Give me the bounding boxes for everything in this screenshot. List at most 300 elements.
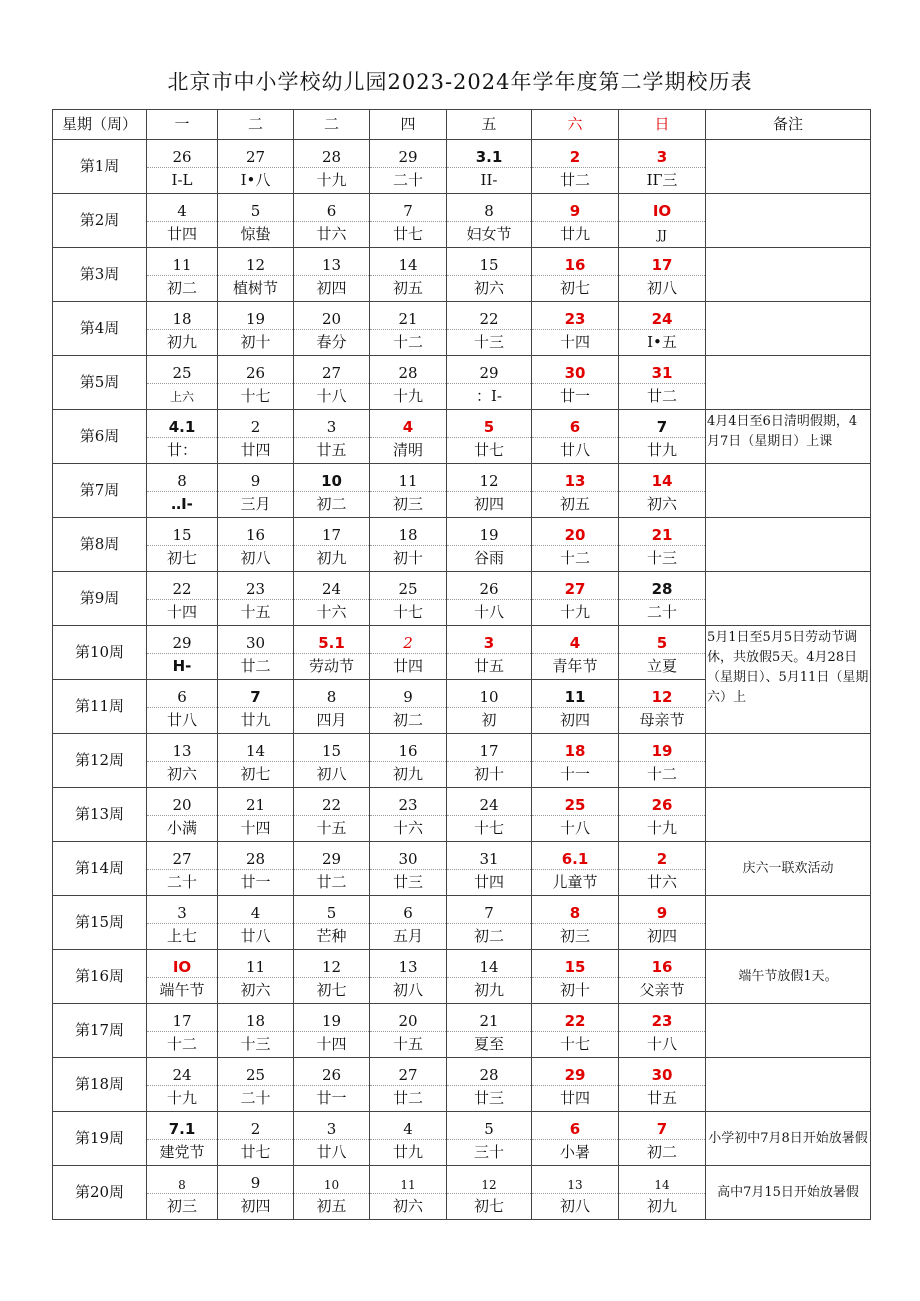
week-label: 第7周 (53, 464, 147, 518)
date-cell-sat: 9 (532, 194, 619, 222)
lunar-cell-sat: 十四 (532, 330, 619, 356)
lunar-cell-thu: 十二 (370, 330, 447, 356)
lunar-cell-wed: 廿一 (294, 1086, 370, 1112)
day-header-tue: 二 (218, 110, 294, 140)
week-note (706, 1112, 871, 1166)
lunar-cell-sun: JJ (619, 222, 706, 248)
lunar-cell-tue: 惊蛰 (218, 222, 294, 248)
date-cell-tue: 27 (218, 140, 294, 168)
lunar-cell-fri: 初六 (447, 276, 532, 302)
date-cell-mon: 3 (147, 896, 218, 924)
week-header: 星期（周） (53, 110, 147, 140)
lunar-cell-fri: 廿五 (447, 654, 532, 680)
week-note (706, 572, 871, 626)
date-cell-sun: 3 (619, 140, 706, 168)
date-cell-sat: 4 (532, 626, 619, 654)
date-cell-wed: 17 (294, 518, 370, 546)
lunar-cell-wed: 十九 (294, 168, 370, 194)
date-cell-wed: 29 (294, 842, 370, 870)
lunar-cell-sat: 廿一 (532, 384, 619, 410)
date-cell-mon: IO (147, 950, 218, 978)
lunar-cell-tue: 十四 (218, 816, 294, 842)
date-cell-sun: 19 (619, 734, 706, 762)
date-cell-tue: 26 (218, 356, 294, 384)
week-label: 第4周 (53, 302, 147, 356)
lunar-cell-sun: 二十 (619, 600, 706, 626)
week-date-row (53, 1112, 871, 1140)
date-cell-sun: 14 (619, 1166, 706, 1194)
lunar-cell-mon: 初九 (147, 330, 218, 356)
date-cell-thu: 28 (370, 356, 447, 384)
lunar-cell-thu: 初八 (370, 978, 447, 1004)
day-header-thu: 四 (370, 110, 447, 140)
date-cell-sun: 28 (619, 572, 706, 600)
lunar-cell-mon: 十二 (147, 1032, 218, 1058)
lunar-cell-mon: 廿八 (147, 708, 218, 734)
week-note (706, 248, 871, 302)
date-cell-sat: 29 (532, 1058, 619, 1086)
date-cell-wed: 3 (294, 1112, 370, 1140)
lunar-cell-fri: 廿七 (447, 438, 532, 464)
week-note-text: 4月4日至6日清明假期，4月7日（星期日）上课 (707, 414, 858, 450)
date-cell-mon: 8 (147, 464, 218, 492)
lunar-cell-fri: 三十 (447, 1140, 532, 1166)
date-cell-sun: 16 (619, 950, 706, 978)
week-date-row (53, 950, 871, 978)
lunar-cell-fri: 夏至 (447, 1032, 532, 1058)
lunar-cell-thu: 二十 (370, 168, 447, 194)
lunar-cell-tue: 初四 (218, 1194, 294, 1220)
lunar-cell-wed: 劳动节 (294, 654, 370, 680)
lunar-cell-wed: 十八 (294, 384, 370, 410)
lunar-cell-mon: 廿四 (147, 222, 218, 248)
lunar-cell-wed: 廿六 (294, 222, 370, 248)
date-cell-tue: 28 (218, 842, 294, 870)
lunar-cell-mon: I-L (147, 168, 218, 194)
lunar-cell-sun: IГ三 (619, 168, 706, 194)
lunar-cell-fri: 初二 (447, 924, 532, 950)
lunar-cell-wed: 十四 (294, 1032, 370, 1058)
lunar-cell-fri: 谷雨 (447, 546, 532, 572)
week-date-row (53, 572, 871, 600)
lunar-cell-mon: 十四 (147, 600, 218, 626)
date-cell-mon: 13 (147, 734, 218, 762)
lunar-cell-mon: 初三 (147, 1194, 218, 1220)
date-cell-wed: 27 (294, 356, 370, 384)
week-note (706, 464, 871, 518)
date-cell-tue: 25 (218, 1058, 294, 1086)
date-cell-fri: 15 (447, 248, 532, 276)
date-cell-sat: 18 (532, 734, 619, 762)
lunar-cell-wed: 廿五 (294, 438, 370, 464)
date-cell-fri: 26 (447, 572, 532, 600)
week-label: 第16周 (53, 950, 147, 1004)
week-date-row (53, 788, 871, 816)
lunar-cell-fri: 十三 (447, 330, 532, 356)
week-note (706, 410, 871, 464)
lunar-cell-fri: 初十 (447, 762, 532, 788)
lunar-cell-sat: 十九 (532, 600, 619, 626)
date-cell-sun: 26 (619, 788, 706, 816)
week-date-row (53, 140, 871, 168)
lunar-cell-sun: 十二 (619, 762, 706, 788)
week-date-row (53, 518, 871, 546)
date-cell-thu: 13 (370, 950, 447, 978)
lunar-cell-mon: 二十 (147, 870, 218, 896)
lunar-cell-fri: II- (447, 168, 532, 194)
date-cell-sun: 12 (619, 680, 706, 708)
week-date-row (53, 410, 871, 438)
lunar-cell-thu: 十五 (370, 1032, 447, 1058)
date-cell-fri: 28 (447, 1058, 532, 1086)
date-cell-wed: 8 (294, 680, 370, 708)
date-cell-wed: 5 (294, 896, 370, 924)
lunar-cell-sun: 初二 (619, 1140, 706, 1166)
lunar-cell-tue: 初六 (218, 978, 294, 1004)
lunar-cell-tue: 初八 (218, 546, 294, 572)
date-cell-wed: 28 (294, 140, 370, 168)
date-cell-fri: 5 (447, 1112, 532, 1140)
date-cell-sun: 23 (619, 1004, 706, 1032)
date-cell-thu: 25 (370, 572, 447, 600)
date-cell-thu: 18 (370, 518, 447, 546)
date-cell-mon: 15 (147, 518, 218, 546)
date-cell-sat: 6 (532, 410, 619, 438)
date-cell-sun: 5 (619, 626, 706, 654)
date-cell-mon: 6 (147, 680, 218, 708)
lunar-cell-fri: 十七 (447, 816, 532, 842)
date-cell-fri: 7 (447, 896, 532, 924)
date-cell-tue: 9 (218, 464, 294, 492)
date-cell-fri: 5 (447, 410, 532, 438)
date-cell-wed: 6 (294, 194, 370, 222)
date-cell-thu: 29 (370, 140, 447, 168)
lunar-cell-sat: 初十 (532, 978, 619, 1004)
week-label: 第6周 (53, 410, 147, 464)
date-cell-tue: 19 (218, 302, 294, 330)
lunar-cell-fri: 廿四 (447, 870, 532, 896)
lunar-cell-mon: 上七 (147, 924, 218, 950)
lunar-cell-wed: 芒种 (294, 924, 370, 950)
week-note (706, 194, 871, 248)
date-cell-sat: 6 (532, 1112, 619, 1140)
date-cell-tue: 4 (218, 896, 294, 924)
lunar-cell-thu: 初六 (370, 1194, 447, 1220)
week-date-row (53, 734, 871, 762)
lunar-cell-mon: 十九 (147, 1086, 218, 1112)
lunar-cell-sun: 初六 (619, 492, 706, 518)
lunar-cell-sun: 初九 (619, 1194, 706, 1220)
week-label: 第20周 (53, 1166, 147, 1220)
week-note (706, 950, 871, 1004)
date-cell-mon: 24 (147, 1058, 218, 1086)
date-cell-tue: 11 (218, 950, 294, 978)
week-date-row (53, 1058, 871, 1086)
lunar-cell-fri: 初九 (447, 978, 532, 1004)
date-cell-tue: 7 (218, 680, 294, 708)
date-cell-sun: 31 (619, 356, 706, 384)
date-cell-wed: 22 (294, 788, 370, 816)
date-cell-mon: 4.1 (147, 410, 218, 438)
lunar-cell-thu: 初三 (370, 492, 447, 518)
lunar-cell-thu: 十七 (370, 600, 447, 626)
date-cell-tue: 21 (218, 788, 294, 816)
date-cell-mon: 4 (147, 194, 218, 222)
week-label: 第15周 (53, 896, 147, 950)
week-note (706, 1166, 871, 1220)
week-note (706, 626, 871, 734)
date-cell-mon: 20 (147, 788, 218, 816)
week-note-text: 端午节放假1天。 (738, 969, 838, 985)
date-cell-thu: 23 (370, 788, 447, 816)
lunar-cell-sat: 初三 (532, 924, 619, 950)
date-cell-fri: 22 (447, 302, 532, 330)
date-cell-tue: 2 (218, 1112, 294, 1140)
date-cell-wed: 5.1 (294, 626, 370, 654)
school-calendar-table (52, 109, 871, 1220)
date-cell-wed: 20 (294, 302, 370, 330)
lunar-cell-sun: 十九 (619, 816, 706, 842)
week-label: 第13周 (53, 788, 147, 842)
lunar-cell-thu: 廿四 (370, 654, 447, 680)
lunar-cell-tue: 二十 (218, 1086, 294, 1112)
week-date-row (53, 842, 871, 870)
date-cell-tue: 9 (218, 1166, 294, 1194)
date-cell-mon: 18 (147, 302, 218, 330)
date-cell-sat: 16 (532, 248, 619, 276)
date-cell-fri: 3.1 (447, 140, 532, 168)
week-label: 第17周 (53, 1004, 147, 1058)
lunar-cell-mon: 小满 (147, 816, 218, 842)
week-date-row (53, 302, 871, 330)
lunar-cell-tue: 十三 (218, 1032, 294, 1058)
week-date-row (53, 464, 871, 492)
week-label: 第2周 (53, 194, 147, 248)
week-date-row (53, 248, 871, 276)
week-date-row (53, 1166, 871, 1194)
lunar-cell-fri: ：I- (447, 384, 532, 410)
lunar-cell-fri: 初四 (447, 492, 532, 518)
date-cell-sun: 7 (619, 1112, 706, 1140)
lunar-cell-wed: 十六 (294, 600, 370, 626)
week-note-text: 小学初中7月8日开始放暑假 (708, 1131, 868, 1147)
week-date-row (53, 896, 871, 924)
lunar-cell-mon: 端午节 (147, 978, 218, 1004)
day-header-sat: 六 (532, 110, 619, 140)
lunar-cell-fri: 廿三 (447, 1086, 532, 1112)
lunar-cell-wed: 廿八 (294, 1140, 370, 1166)
week-label: 第5周 (53, 356, 147, 410)
week-label: 第3周 (53, 248, 147, 302)
date-cell-thu: 11 (370, 1166, 447, 1194)
date-cell-sun: 21 (619, 518, 706, 546)
week-date-row (53, 194, 871, 222)
date-cell-fri: 12 (447, 464, 532, 492)
date-cell-thu: 2 (370, 626, 447, 654)
date-cell-sat: 8 (532, 896, 619, 924)
date-cell-mon: 29 (147, 626, 218, 654)
week-note (706, 734, 871, 788)
date-cell-fri: 3 (447, 626, 532, 654)
lunar-cell-wed: 初八 (294, 762, 370, 788)
date-cell-sat: 15 (532, 950, 619, 978)
date-cell-tue: 23 (218, 572, 294, 600)
lunar-cell-sat: 初五 (532, 492, 619, 518)
week-label: 第9周 (53, 572, 147, 626)
lunar-cell-wed: 初九 (294, 546, 370, 572)
date-cell-thu: 21 (370, 302, 447, 330)
page-title: 北京市中小学校幼儿园2023-2024年学年度第二学期校历表 (167, 70, 753, 94)
lunar-cell-sat: 廿八 (532, 438, 619, 464)
lunar-cell-wed: 初二 (294, 492, 370, 518)
date-cell-tue: 16 (218, 518, 294, 546)
date-cell-fri: 12 (447, 1166, 532, 1194)
lunar-cell-tue: 廿一 (218, 870, 294, 896)
date-cell-mon: 26 (147, 140, 218, 168)
week-note (706, 356, 871, 410)
date-cell-mon: 7.1 (147, 1112, 218, 1140)
lunar-cell-mon: ‥I- (147, 492, 218, 518)
date-cell-sun: 2 (619, 842, 706, 870)
lunar-cell-sun: 立夏 (619, 654, 706, 680)
date-cell-wed: 15 (294, 734, 370, 762)
week-label: 第1周 (53, 140, 147, 194)
date-cell-mon: 22 (147, 572, 218, 600)
lunar-cell-sat: 初八 (532, 1194, 619, 1220)
date-cell-wed: 13 (294, 248, 370, 276)
date-cell-wed: 10 (294, 464, 370, 492)
lunar-cell-sun: 初八 (619, 276, 706, 302)
lunar-cell-thu: 十九 (370, 384, 447, 410)
day-header-sun: 日 (619, 110, 706, 140)
lunar-cell-sun: 初四 (619, 924, 706, 950)
lunar-cell-thu: 清明 (370, 438, 447, 464)
date-cell-thu: 30 (370, 842, 447, 870)
date-cell-mon: 8 (147, 1166, 218, 1194)
week-date-row (53, 356, 871, 384)
lunar-cell-mon: 初七 (147, 546, 218, 572)
lunar-cell-sat: 青年节 (532, 654, 619, 680)
date-cell-sat: 11 (532, 680, 619, 708)
lunar-cell-sun: 廿五 (619, 1086, 706, 1112)
date-cell-thu: 11 (370, 464, 447, 492)
lunar-cell-wed: 春分 (294, 330, 370, 356)
lunar-cell-thu: 初二 (370, 708, 447, 734)
lunar-cell-sun: 父亲节 (619, 978, 706, 1004)
week-date-row (53, 1004, 871, 1032)
week-note (706, 1058, 871, 1112)
lunar-cell-thu: 初十 (370, 546, 447, 572)
lunar-cell-mon: 上六 (147, 384, 218, 410)
week-label: 第18周 (53, 1058, 147, 1112)
date-cell-sun: 30 (619, 1058, 706, 1086)
lunar-cell-thu: 廿三 (370, 870, 447, 896)
lunar-cell-wed: 十五 (294, 816, 370, 842)
day-header-fri: 五 (447, 110, 532, 140)
date-cell-thu: 4 (370, 410, 447, 438)
lunar-cell-mon: 初六 (147, 762, 218, 788)
lunar-cell-tue: 三月 (218, 492, 294, 518)
lunar-cell-thu: 初九 (370, 762, 447, 788)
lunar-cell-fri: 十八 (447, 600, 532, 626)
date-cell-fri: 17 (447, 734, 532, 762)
lunar-cell-thu: 廿二 (370, 1086, 447, 1112)
lunar-cell-tue: 十七 (218, 384, 294, 410)
week-label: 第14周 (53, 842, 147, 896)
week-label: 第11周 (53, 680, 147, 734)
lunar-cell-wed: 初五 (294, 1194, 370, 1220)
week-note (706, 518, 871, 572)
date-cell-sat: 23 (532, 302, 619, 330)
date-cell-wed: 3 (294, 410, 370, 438)
lunar-cell-thu: 十六 (370, 816, 447, 842)
header-row (53, 110, 871, 140)
date-cell-sat: 22 (532, 1004, 619, 1032)
date-cell-thu: 9 (370, 680, 447, 708)
lunar-cell-mon: 初二 (147, 276, 218, 302)
date-cell-mon: 17 (147, 1004, 218, 1032)
lunar-cell-sat: 廿二 (532, 168, 619, 194)
week-note (706, 302, 871, 356)
lunar-cell-wed: 初七 (294, 978, 370, 1004)
lunar-cell-tue: 初十 (218, 330, 294, 356)
lunar-cell-sun: 十三 (619, 546, 706, 572)
date-cell-sun: 17 (619, 248, 706, 276)
lunar-cell-fri: 初七 (447, 1194, 532, 1220)
date-cell-wed: 10 (294, 1166, 370, 1194)
week-label: 第10周 (53, 626, 147, 680)
date-cell-sun: 14 (619, 464, 706, 492)
date-cell-sun: 9 (619, 896, 706, 924)
date-cell-wed: 24 (294, 572, 370, 600)
date-cell-thu: 6 (370, 896, 447, 924)
date-cell-tue: 30 (218, 626, 294, 654)
lunar-cell-tue: 廿九 (218, 708, 294, 734)
week-note (706, 788, 871, 842)
lunar-cell-sat: 十一 (532, 762, 619, 788)
lunar-cell-sat: 十二 (532, 546, 619, 572)
lunar-cell-thu: 五月 (370, 924, 447, 950)
week-note (706, 1004, 871, 1058)
week-note-text: 庆六一联欢活动 (742, 861, 834, 877)
date-cell-sat: 20 (532, 518, 619, 546)
date-cell-fri: 14 (447, 950, 532, 978)
lunar-cell-tue: 初七 (218, 762, 294, 788)
lunar-cell-wed: 初四 (294, 276, 370, 302)
date-cell-tue: 5 (218, 194, 294, 222)
lunar-cell-fri: 初 (447, 708, 532, 734)
date-cell-sat: 13 (532, 464, 619, 492)
date-cell-mon: 27 (147, 842, 218, 870)
week-label: 第19周 (53, 1112, 147, 1166)
day-header-wed: 二 (294, 110, 370, 140)
lunar-cell-sat: 十七 (532, 1032, 619, 1058)
lunar-cell-sat: 初七 (532, 276, 619, 302)
date-cell-fri: 21 (447, 1004, 532, 1032)
date-cell-fri: 29 (447, 356, 532, 384)
date-cell-sat: 13 (532, 1166, 619, 1194)
lunar-cell-tue: I•八 (218, 168, 294, 194)
date-cell-thu: 14 (370, 248, 447, 276)
week-note (706, 140, 871, 194)
date-cell-sun: 24 (619, 302, 706, 330)
date-cell-thu: 7 (370, 194, 447, 222)
lunar-cell-sun: I•五 (619, 330, 706, 356)
lunar-cell-wed: 廿二 (294, 870, 370, 896)
lunar-cell-mon: 建党节 (147, 1140, 218, 1166)
day-header-mon: 一 (147, 110, 218, 140)
date-cell-sat: 30 (532, 356, 619, 384)
